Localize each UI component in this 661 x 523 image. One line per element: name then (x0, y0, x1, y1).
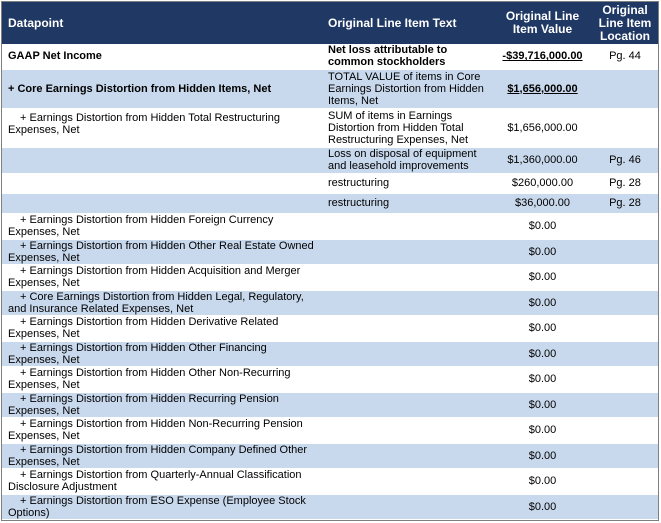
row-text: TOTAL VALUE of items in Core Earnings Distortion from Hidden Items, Net (322, 69, 494, 108)
row-datapoint: GAAP Net Income (2, 44, 322, 69)
row-datapoint (2, 193, 322, 213)
row-location: Pg. 44 (591, 44, 659, 69)
row-text: restructuring (322, 193, 494, 213)
table-row (2, 443, 659, 468)
table-row (2, 366, 659, 392)
row-value: $0.00 (494, 468, 591, 494)
table-row (2, 213, 659, 239)
row-location: Pg. 46 (591, 147, 659, 173)
row-location (591, 341, 659, 366)
row-datapoint: + Earnings Distortion from Hidden Foreign Currency Expenses, Net (2, 213, 322, 239)
table-row (2, 341, 659, 366)
row-value: $1,360,000.00 (494, 147, 591, 173)
row-datapoint: + Earnings Distortion from Hidden Company Defined Other Expenses, Net (2, 443, 322, 468)
table-row (2, 264, 659, 290)
row-value: $0.00 (494, 494, 591, 519)
row-datapoint (2, 173, 322, 193)
row-location: Pg. 28 (591, 173, 659, 193)
row-text: SUM of items in Earnings Distortion from Hidden Total Restructuring Expenses, Net (322, 108, 494, 147)
row-location (591, 239, 659, 264)
table-row (2, 193, 659, 213)
row-value: $0.00 (494, 264, 591, 290)
row-datapoint: + Earnings Distortion from Hidden Recurring Pension Expenses, Net (2, 392, 322, 417)
data-table (2, 2, 659, 520)
row-text (322, 494, 494, 519)
row-text (322, 290, 494, 315)
row-value: $260,000.00 (494, 173, 591, 193)
row-datapoint: + Core Earnings Distortion from Hidden Items, Net (2, 69, 322, 108)
row-location (591, 213, 659, 239)
row-text (322, 468, 494, 494)
row-datapoint: + Earnings Distortion from Hidden Acquisition and Merger Expenses, Net (2, 264, 322, 290)
table-row (2, 239, 659, 264)
row-text (322, 366, 494, 392)
row-value: $0.00 (494, 443, 591, 468)
row-text (322, 443, 494, 468)
row-text (322, 315, 494, 341)
row-text (322, 392, 494, 417)
header-original-line-item-text: Original Line Item Text (322, 2, 494, 44)
table-row (2, 173, 659, 193)
row-datapoint (2, 147, 322, 173)
row-location (591, 315, 659, 341)
row-text (322, 213, 494, 239)
table-row (2, 392, 659, 417)
row-value: $0.00 (494, 239, 591, 264)
row-datapoint: + Earnings Distortion from Hidden Other Non-Recurring Expenses, Net (2, 366, 322, 392)
row-location (591, 69, 659, 108)
row-value: $0.00 (494, 417, 591, 443)
row-value: $0.00 (494, 290, 591, 315)
earnings-distortion-table (2, 2, 659, 520)
row-datapoint: + Earnings Distortion from Quarterly-Annual Classification Disclosure Adjustment (2, 468, 322, 494)
table-row (2, 315, 659, 341)
row-location (591, 290, 659, 315)
row-value: $36,000.00 (494, 193, 591, 213)
row-location (591, 417, 659, 443)
row-location (591, 468, 659, 494)
row-location (591, 494, 659, 519)
row-value: $0.00 (494, 366, 591, 392)
row-location (591, 264, 659, 290)
row-location (591, 443, 659, 468)
row-datapoint: + Earnings Distortion from Hidden Other Financing Expenses, Net (2, 341, 322, 366)
row-text (322, 264, 494, 290)
table-row (2, 494, 659, 519)
table-row (2, 69, 659, 108)
row-datapoint: + Earnings Distortion from Hidden Total Restructuring Expenses, Net (2, 108, 322, 147)
table-row (2, 417, 659, 443)
row-value: $0.00 (494, 341, 591, 366)
row-value: $1,656,000.00 (494, 69, 591, 108)
table-row (2, 468, 659, 494)
row-datapoint: + Core Earnings Distortion from Hidden Legal, Regulatory, and Insurance Related Expenses, Net (2, 290, 322, 315)
row-value: $0.00 (494, 213, 591, 239)
row-value: $0.00 (494, 392, 591, 417)
row-text (322, 341, 494, 366)
row-text: Loss on disposal of equipment and leasehold improvements (322, 147, 494, 173)
row-value: -$39,716,000.00 (494, 44, 591, 69)
row-location (591, 108, 659, 147)
row-datapoint: + Earnings Distortion from Hidden Derivative Related Expenses, Net (2, 315, 322, 341)
row-location (591, 366, 659, 392)
row-location: Pg. 28 (591, 193, 659, 213)
table-row (2, 147, 659, 173)
header-datapoint: Datapoint (2, 2, 322, 44)
row-datapoint: + Earnings Distortion from Hidden Other Real Estate Owned Expenses, Net (2, 239, 322, 264)
table-row (2, 108, 659, 147)
row-value: $1,656,000.00 (494, 108, 591, 147)
row-location (591, 392, 659, 417)
row-datapoint: + Earnings Distortion from ESO Expense (Employee Stock Options) (2, 494, 322, 519)
header-original-line-item-value: Original Line Item Value (494, 2, 591, 44)
table-row (2, 44, 659, 69)
header-original-line-item-location: Original Line Item Location (591, 2, 659, 44)
table-row (2, 290, 659, 315)
row-text: restructuring (322, 173, 494, 193)
row-text (322, 239, 494, 264)
row-datapoint: + Earnings Distortion from Hidden Non-Recurring Pension Expenses, Net (2, 417, 322, 443)
header-row (2, 2, 659, 44)
row-text (322, 417, 494, 443)
row-text: Net loss attributable to common stockholders (322, 44, 494, 69)
row-value: $0.00 (494, 315, 591, 341)
